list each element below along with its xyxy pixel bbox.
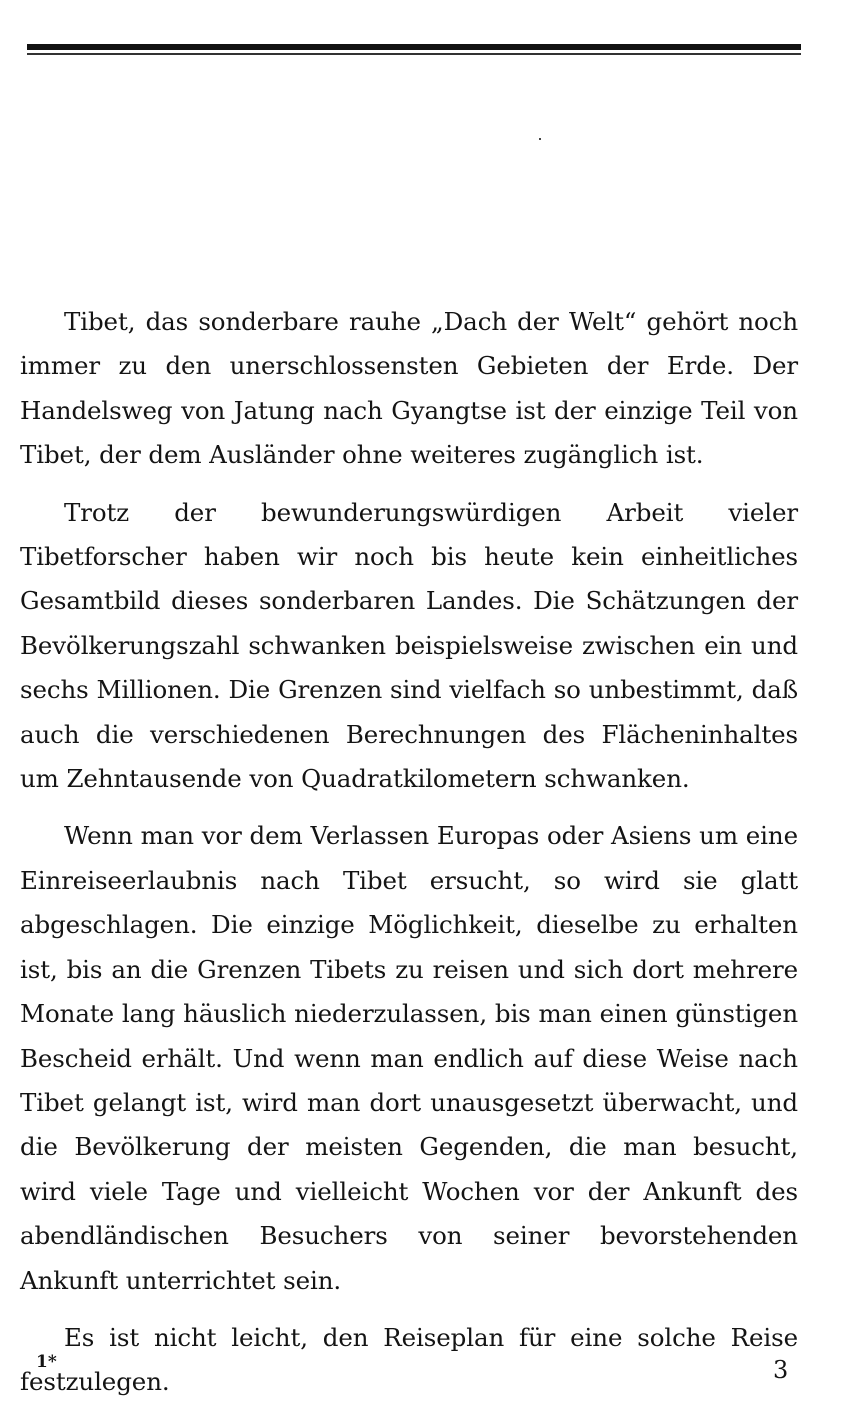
- header-rule-thick: [27, 44, 801, 50]
- signature-mark: 1*: [36, 1352, 57, 1372]
- print-speck: [539, 138, 541, 140]
- paragraph-1: Tibet, das sonderbare rauhe „Dach der Welt“ gehört noch immer zu den unerschlossensten Gebieten der Erde. Der Handelsweg von Jatung nach Gyangtse ist der einzige Teil von Tibet, der dem Ausländer ohne weiteres zugänglich ist.: [20, 307, 798, 470]
- paragraph-2: Trotz der bewunderungswürdigen Arbeit vieler Tibetforscher haben wir noch bis heute kein einheitliches Gesamtbild dieses sonderbaren Landes. Die Schätzungen der Bevölkerungszahl schwanken beispielsweise zwischen ein und sechs Millionen. Die Grenzen sind vielfach so unbestimmt, daß auch die verschiedenen Berechnungen des Flächeninhaltes um Zehntausende von Quadratkilometern schwanken.: [20, 497, 798, 794]
- body-text: [20, 300, 798, 1418]
- paragraph-4: Es ist nicht leicht, den Reiseplan für eine solche Reise festzulegen.: [20, 1322, 798, 1397]
- header-rule-thin: [27, 53, 801, 55]
- paragraph-3: Wenn man vor dem Verlassen Europas oder Asiens um eine Einreiseerlaubnis nach Tibet ersucht, so wird sie glatt abgeschlagen. Die einzige Möglichkeit, dieselbe zu erhalten ist, bis an die Grenzen Tibets zu reisen und sich dort mehrere Monate lang häuslich niederzulassen, bis man einen günstigen Bescheid erhält. Und wenn man endlich auf diese Weise nach Tibet gelangt ist, wird man dort unausgesetzt überwacht, und die Bevölkerung der meisten Gegenden, die man besucht, wird viele Tage und vielleicht Wochen vor der Ankunft des abendländischen Besuchers von seiner bevorstehenden Ankunft unterrichtet sein.: [20, 821, 798, 1295]
- page-number: 3: [773, 1356, 789, 1384]
